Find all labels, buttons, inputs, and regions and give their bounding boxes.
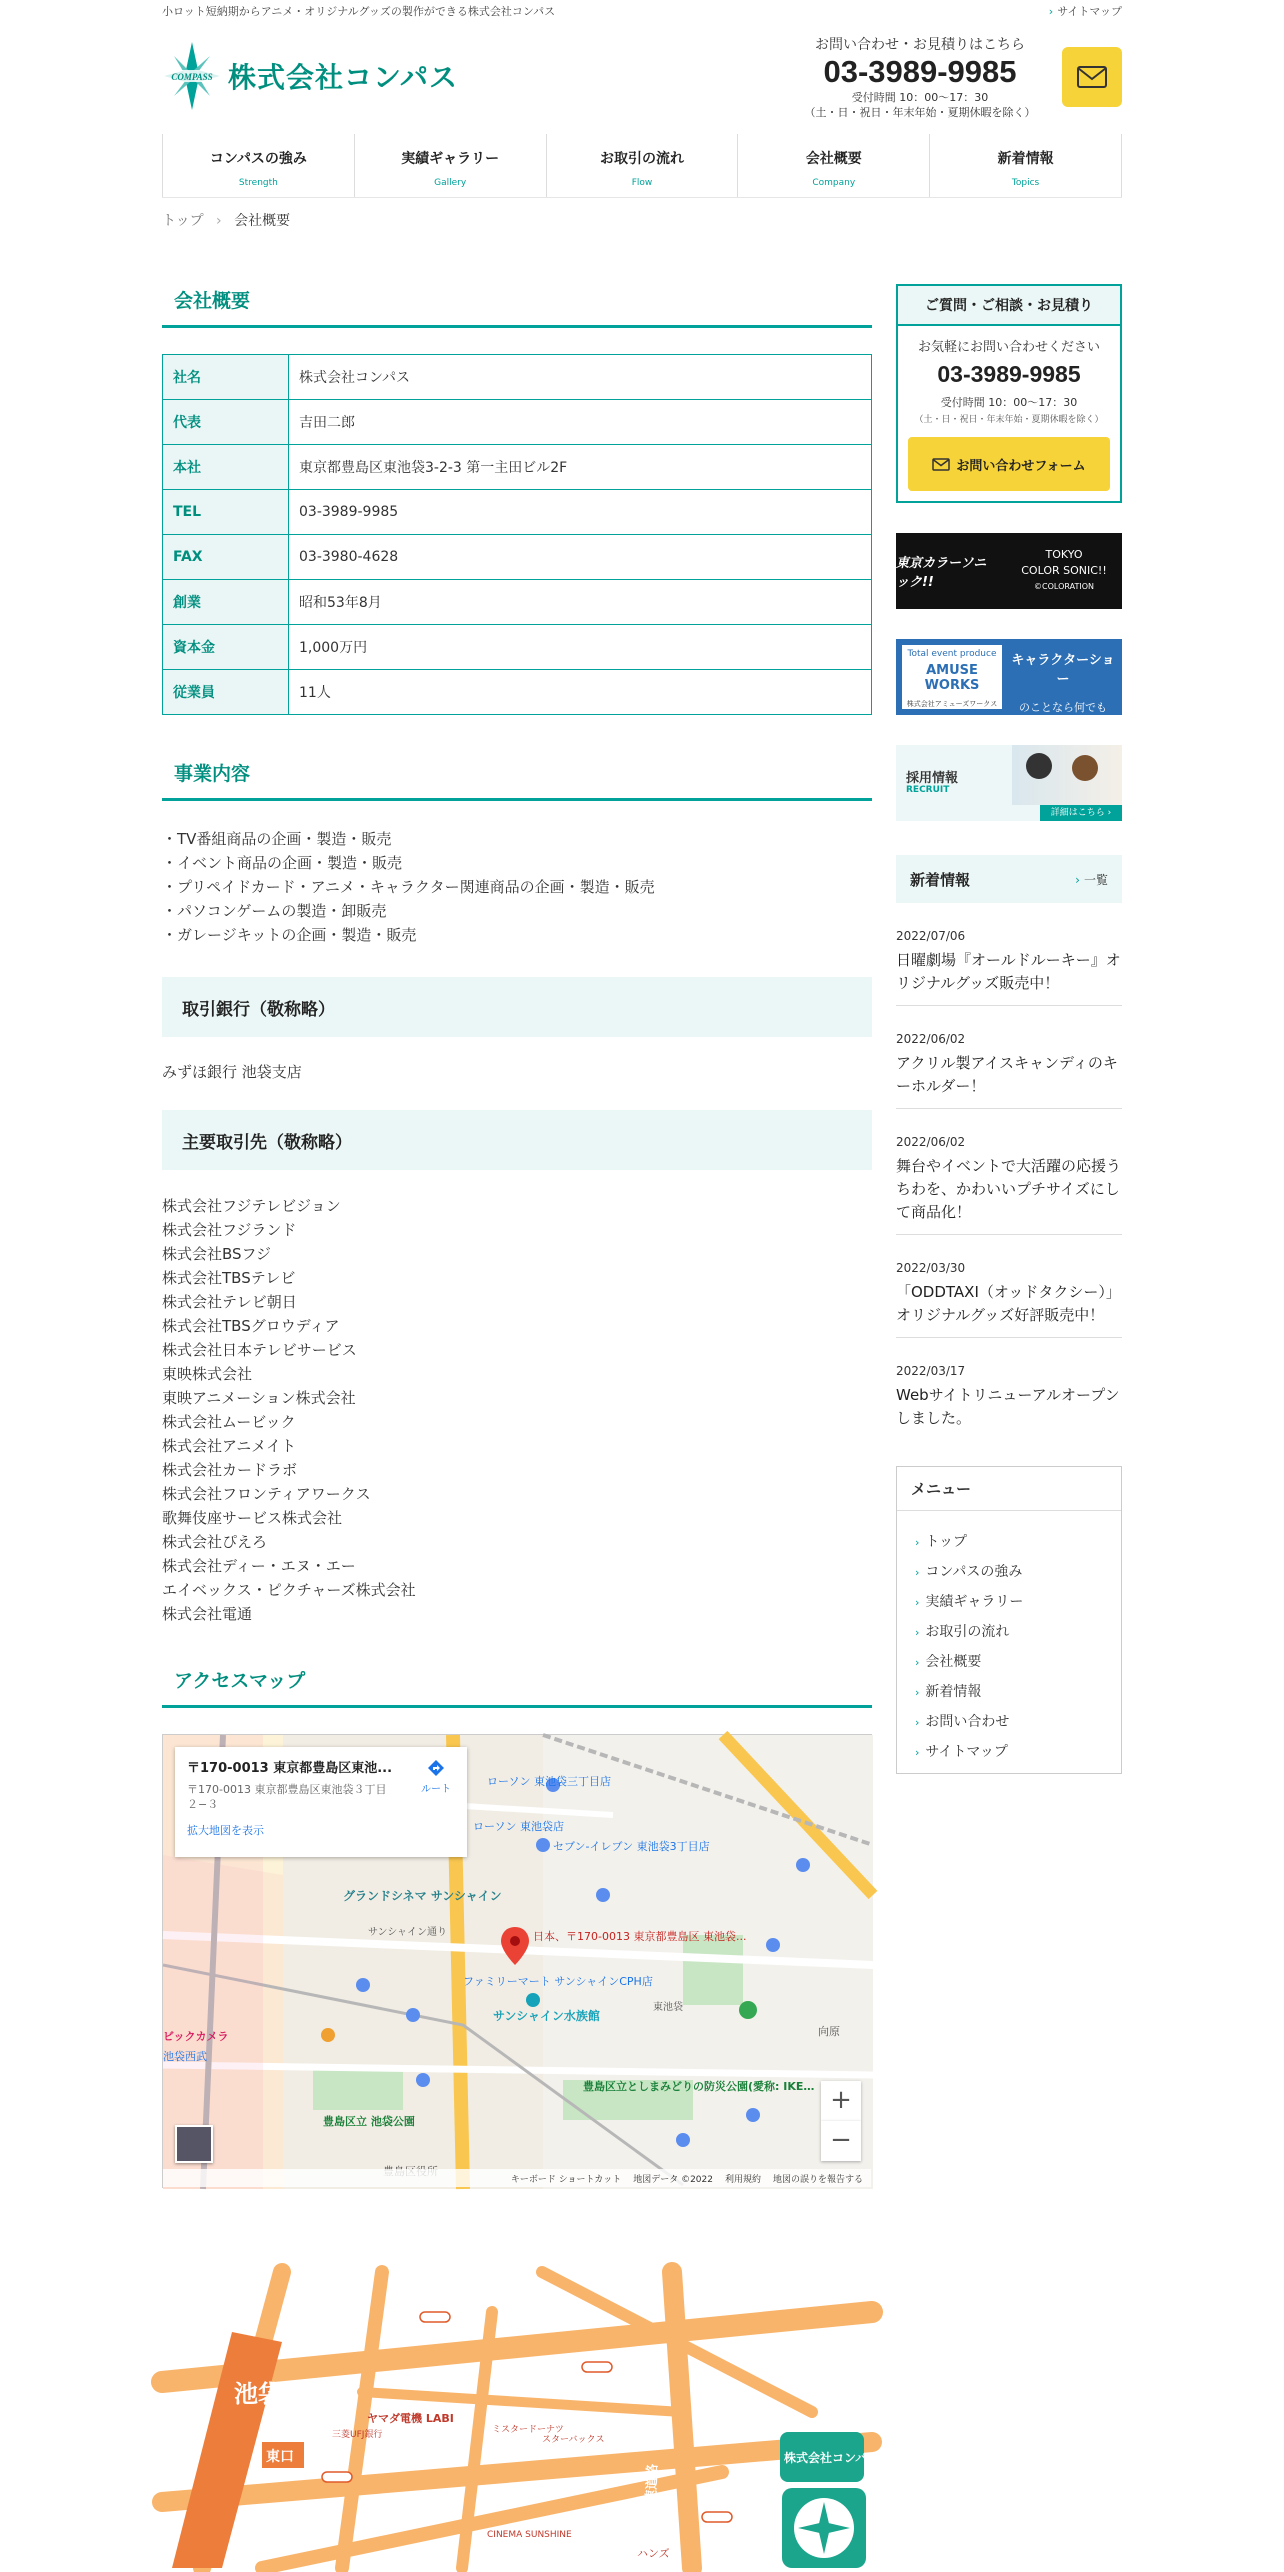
- side-menu-item[interactable]: [915, 1707, 1121, 1737]
- bank-heading: 取引銀行（敬称略）: [162, 977, 872, 1037]
- row-key: 従業員: [163, 670, 289, 715]
- nav-gallery[interactable]: [354, 134, 546, 197]
- recruit-photo: [1012, 745, 1122, 805]
- list-item: 株式会社TBSテレビ: [162, 1269, 296, 1287]
- svg-text:サンシャイン水族館: サンシャイン水族館: [493, 2009, 600, 2023]
- row-key: 創業: [163, 580, 289, 625]
- banner-logo: Total event produce AMUSE WORKS 株式会社アミューズワークス: [902, 645, 1002, 709]
- map-shortcuts[interactable]: キーボード ショートカット: [510, 2174, 622, 2185]
- map-info-card: [175, 1747, 467, 1857]
- side-menu-item[interactable]: [915, 1617, 1121, 1647]
- svg-text:スターバックス: スターバックス: [542, 2435, 605, 2445]
- nav-sublabel: Strength: [238, 178, 278, 188]
- company-heading: 会社概要: [162, 286, 872, 328]
- news-item[interactable]: [896, 903, 1122, 1006]
- row-value: 03-3980-4628: [289, 535, 872, 580]
- side-menu-item[interactable]: [915, 1677, 1121, 1707]
- side-menu-title: メニュー: [897, 1467, 1121, 1511]
- row-key: 資本金: [163, 625, 289, 670]
- map-route-button[interactable]: [421, 1759, 451, 1795]
- list-item: ・プリペイドカード・アニメ・キャラクター関連商品の企画・製造・販売: [162, 878, 655, 896]
- svg-text:豊島区立 池袋公園: 豊島区立 池袋公園: [323, 2115, 415, 2128]
- svg-text:ビックカメラ: ビックカメラ: [163, 2030, 229, 2043]
- illustrated-access-map: [162, 2272, 880, 2568]
- nav-sublabel: Gallery: [434, 178, 467, 188]
- news-item[interactable]: [896, 1109, 1122, 1235]
- side-menu-item[interactable]: [915, 1587, 1121, 1617]
- google-map[interactable]: [162, 1734, 872, 2188]
- map-terms[interactable]: 利用規約: [724, 2174, 761, 2185]
- nav-label: 新着情報: [997, 151, 1054, 167]
- banner-amuse-works[interactable]: [896, 639, 1122, 730]
- contact-form-button[interactable]: [908, 437, 1110, 491]
- list-item: 歌舞伎座サービス株式会社: [162, 1509, 343, 1527]
- sitemap-link[interactable]: [1049, 3, 1122, 19]
- svg-text:三菱UFJ銀行: 三菱UFJ銀行: [332, 2430, 383, 2440]
- news-date: 2022/07/06: [896, 929, 966, 943]
- row-key: FAX: [163, 535, 289, 580]
- row-value: 11人: [289, 670, 872, 715]
- svg-text:グランドシネマ サンシャイン: グランドシネマ サンシャイン: [343, 1889, 502, 1903]
- mail-icon: [1077, 66, 1107, 88]
- side-contact-heading: ご質問・ご相談・お見積り: [898, 286, 1120, 326]
- news-title-text: アクリル製アイスキャンディのキーホルダー！: [896, 1054, 1118, 1095]
- logo-text: 株式会社コンパス: [228, 61, 459, 94]
- svg-text:豊島区立としまみどりの防災公園(愛称: IKE…: 豊島区立としまみどりの防災公園(愛称: IKE…: [583, 2080, 815, 2093]
- recruit-detail-link: 詳細はこちら ›: [1040, 805, 1122, 821]
- side-menu-list: [897, 1511, 1121, 1773]
- breadcrumb-home[interactable]: トップ: [162, 213, 204, 229]
- recruit-title: 採用情報: [906, 771, 959, 786]
- banner-subtitle: TOKYO COLOR SONIC!! ©COLORATION: [1021, 548, 1107, 591]
- side-menu-item[interactable]: [915, 1647, 1121, 1677]
- list-item: 株式会社アニメイト: [162, 1437, 296, 1455]
- route-label: ルート: [421, 1784, 451, 1795]
- list-item: 株式会社フジテレビジョン: [162, 1197, 341, 1215]
- directions-icon: [427, 1759, 445, 1777]
- table-row: [163, 355, 872, 400]
- row-value: 東京都豊島区東池袋3-2-3 第一主田ビル2F: [289, 445, 872, 490]
- row-key: TEL: [163, 490, 289, 535]
- chevron-right-icon: ›: [1075, 872, 1080, 887]
- side-menu-label[interactable]: 実績ギャラリー: [925, 1594, 1024, 1610]
- map-enlarge-link[interactable]: 拡大地図を表示: [187, 1824, 264, 1837]
- news-item[interactable]: [896, 1338, 1122, 1440]
- table-row: [163, 445, 872, 490]
- list-item: エイベックス・ピクチャーズ株式会社: [162, 1581, 416, 1599]
- sidebar: [896, 284, 1122, 1774]
- side-contact-lead: お気軽にお問い合わせください: [917, 340, 1100, 355]
- mail-button[interactable]: [1062, 47, 1122, 107]
- contact-label: お問い合わせ・お見積りはこちら: [815, 37, 1025, 53]
- map-footer: [163, 2169, 871, 2187]
- side-menu-item[interactable]: [915, 1527, 1121, 1557]
- chevron-right-icon: ›: [216, 213, 222, 229]
- business-hours: 受付時間 10：00～17：30: [851, 91, 989, 104]
- zoom-out-button[interactable]: −: [821, 2121, 861, 2161]
- bank-value: みずほ銀行 池袋支店: [162, 1063, 302, 1081]
- side-menu-label[interactable]: お取引の流れ: [925, 1624, 1010, 1640]
- svg-text:東口: 東口: [266, 2449, 294, 2465]
- side-hours-note: （土・日・祝日・年末年始・夏期休暇を除く）: [914, 415, 1104, 425]
- nav-strength[interactable]: [162, 134, 354, 197]
- chevron-right-icon: ›: [1048, 5, 1054, 18]
- svg-text:ヤマダ電機 LABI: ヤマダ電機 LABI: [367, 2412, 454, 2425]
- list-item: ・イベント商品の企画・製造・販売: [162, 854, 403, 872]
- nav-topics[interactable]: [929, 134, 1122, 197]
- banner-text: キャラクターショー のことなら何でも お任せください！: [1011, 653, 1115, 730]
- side-menu-item[interactable]: [915, 1557, 1121, 1587]
- breadcrumb-current: 会社概要: [234, 213, 291, 229]
- map-data-credit: 地図データ ©2022: [633, 2174, 713, 2185]
- svg-text:ローソン 東池袋三丁目店: ローソン 東池袋三丁目店: [487, 1775, 612, 1788]
- list-item: ・パソコンゲームの製造・卸販売: [162, 902, 387, 920]
- table-row: [163, 670, 872, 715]
- list-item: 株式会社TBSグロウディア: [162, 1317, 340, 1335]
- business-heading: 事業内容: [162, 759, 872, 801]
- clients-list: [162, 1194, 872, 1626]
- recruit-sub: RECRUIT: [906, 785, 950, 795]
- nav-sublabel: Topics: [1011, 178, 1040, 188]
- svg-text:日本、〒170-0013 東京都豊島区 東池袋...: 日本、〒170-0013 東京都豊島区 東池袋...: [533, 1930, 747, 1943]
- side-menu-label[interactable]: 新着情報: [925, 1684, 982, 1700]
- list-item: 株式会社テレビ朝日: [162, 1293, 297, 1311]
- svg-text:株式会社コンパス: 株式会社コンパス: [784, 2451, 880, 2465]
- banner-color-sonic[interactable]: [896, 533, 1122, 609]
- compass-office-marker: [780, 2432, 879, 2568]
- row-value: 吉田二郎: [289, 400, 872, 445]
- svg-text:サンシャイン通り: サンシャイン通り: [368, 1927, 448, 1938]
- banner-recruit[interactable]: [896, 745, 1122, 821]
- list-item: 株式会社電通: [162, 1605, 253, 1623]
- row-value: 昭和53年8月: [289, 580, 872, 625]
- side-menu-label[interactable]: サイトマップ: [925, 1744, 1008, 1760]
- svg-text:ローソン 東池袋店: ローソン 東池袋店: [473, 1820, 565, 1833]
- side-menu-label[interactable]: コンパスの強み: [925, 1564, 1023, 1580]
- sitemap-label: サイトマップ: [1057, 5, 1122, 18]
- contact-form-label: お問い合わせフォーム: [956, 458, 1086, 474]
- mail-icon: [932, 458, 950, 471]
- news-date: 2022/06/02: [896, 1032, 966, 1046]
- news-item[interactable]: [896, 1006, 1122, 1109]
- row-value: 株式会社コンパス: [289, 355, 872, 400]
- map-report[interactable]: 地図の誤りを報告する: [772, 2174, 863, 2185]
- company-table: [162, 354, 872, 715]
- list-item: 株式会社BSフジ: [162, 1245, 271, 1263]
- news-date: 2022/03/30: [896, 1261, 966, 1275]
- list-item: 株式会社フジランド: [162, 1221, 297, 1239]
- news-more-label: 一覧: [1083, 872, 1108, 887]
- svg-text:池袋西武: 池袋西武: [163, 2050, 207, 2063]
- side-menu: [896, 1466, 1122, 1774]
- nav-label: お取引の流れ: [599, 151, 684, 167]
- svg-text:首都高速道路: 首都高速道路: [643, 2463, 661, 2543]
- side-menu-label[interactable]: 会社概要: [925, 1654, 982, 1670]
- nav-sublabel: Flow: [631, 178, 653, 188]
- side-menu-label[interactable]: トップ: [925, 1534, 967, 1550]
- list-item: 株式会社ディー・エヌ・エー: [162, 1557, 356, 1575]
- chevron-right-icon: ›: [915, 1746, 920, 1759]
- banner-title: 東京カラーソニック!!: [896, 556, 987, 590]
- chevron-right-icon: ›: [915, 1656, 920, 1669]
- map-thumbnail-toggle[interactable]: [175, 2125, 213, 2163]
- row-key: 代表: [163, 400, 289, 445]
- chevron-right-icon: ›: [915, 1596, 920, 1609]
- list-item: 東映アニメーション株式会社: [162, 1389, 356, 1407]
- nav-label: 実績ギャラリー: [401, 151, 500, 167]
- list-item: 株式会社日本テレビサービス: [162, 1341, 357, 1359]
- svg-text:ミスタードーナツ: ミスタードーナツ: [492, 2425, 564, 2435]
- map-address: 〒170-0013 東京都豊島区東池袋３丁目２−３: [187, 1783, 387, 1811]
- svg-text:ファミリーマート サンシャインCPH店: ファミリーマート サンシャインCPH店: [463, 1975, 653, 1988]
- row-value: 03-3989-9985: [289, 490, 872, 535]
- side-contact-box: [896, 284, 1122, 503]
- news-date: 2022/03/17: [896, 1364, 966, 1378]
- top-bar: [162, 0, 1122, 22]
- news-more-link[interactable]: [1075, 871, 1108, 888]
- chevron-right-icon: ›: [915, 1716, 920, 1729]
- side-phone[interactable]: 03-3989-9985: [937, 361, 1081, 387]
- svg-text:池袋駅: 池袋駅: [234, 2380, 306, 2408]
- row-key: 本社: [163, 445, 289, 490]
- table-row: [163, 535, 872, 580]
- chevron-right-icon: ›: [915, 1626, 920, 1639]
- svg-text:CINEMA SUNSHINE: CINEMA SUNSHINE: [487, 2530, 572, 2540]
- news-date: 2022/06/02: [896, 1135, 966, 1149]
- news-list: [896, 903, 1122, 1440]
- list-item: 株式会社カードラボ: [162, 1461, 298, 1479]
- nav-label: 会社概要: [805, 151, 862, 167]
- main-content: [162, 286, 872, 2188]
- news-title-text: 日曜劇場『オールドルーキー』オリジナルグッズ販売中！: [896, 951, 1121, 992]
- list-item: 株式会社ぴえろ: [162, 1533, 268, 1551]
- nav-company[interactable]: [737, 134, 929, 197]
- svg-text:セブン-イレブン 東池袋3丁目店: セブン-イレブン 東池袋3丁目店: [553, 1840, 710, 1853]
- global-nav: [162, 134, 1122, 198]
- table-row: [163, 400, 872, 445]
- zoom-in-button[interactable]: +: [821, 2081, 861, 2121]
- row-value: 1,000万円: [289, 625, 872, 670]
- header-contact: [800, 34, 1040, 120]
- site-logo[interactable]: [162, 40, 458, 112]
- list-item: 株式会社フロンティアワークス: [162, 1485, 371, 1503]
- access-heading: アクセスマップ: [162, 1666, 872, 1708]
- svg-text:COMPASS: COMPASS: [171, 72, 213, 82]
- row-key: 社名: [163, 355, 289, 400]
- table-row: [163, 625, 872, 670]
- svg-text:向原: 向原: [818, 2025, 840, 2038]
- table-row: [163, 580, 872, 625]
- news-title-text: 「ODDTAXI（オッドタクシー）」オリジナルグッズ好評販売中！: [896, 1283, 1121, 1324]
- chevron-right-icon: ›: [915, 1686, 920, 1699]
- nav-sublabel: Company: [812, 178, 856, 188]
- svg-text:東池袋: 東池袋: [653, 2002, 683, 2013]
- map-title: 〒170-0013 東京都豊島区東池...: [187, 1761, 393, 1776]
- breadcrumb: [162, 210, 290, 230]
- svg-text:サンシャイン60通り: サンシャイン60通り: [482, 2547, 583, 2560]
- list-item: 株式会社ムービック: [162, 1413, 296, 1431]
- news-item[interactable]: [896, 1235, 1122, 1338]
- list-item: ・TV番組商品の企画・製造・販売: [162, 830, 392, 848]
- side-menu-label[interactable]: お問い合わせ: [925, 1714, 1010, 1730]
- tagline: 小ロット短納期からアニメ・オリジナルグッズの製作ができる株式会社コンパス: [162, 5, 556, 18]
- svg-text:ハンズ: ハンズ: [637, 2547, 670, 2560]
- business-hours-note: （土・日・祝日・年末年始・夏期休暇を除く）: [804, 106, 1036, 119]
- chevron-right-icon: ›: [915, 1536, 920, 1549]
- list-item: ・ガレージキットの企画・製造・販売: [162, 926, 417, 944]
- news-header: [896, 855, 1122, 903]
- chevron-right-icon: ›: [915, 1566, 920, 1579]
- list-item: 東映株式会社: [162, 1365, 253, 1383]
- business-list: [162, 827, 872, 947]
- header-phone[interactable]: 03-3989-9985: [823, 54, 1017, 89]
- table-row: [163, 490, 872, 535]
- nav-flow[interactable]: [546, 134, 738, 197]
- side-hours: 受付時間 10：00～17：30: [940, 396, 1078, 409]
- compass-logo-icon: [162, 40, 222, 112]
- nav-label: コンパスの強み: [209, 151, 307, 167]
- clients-heading: 主要取引先（敬称略）: [162, 1110, 872, 1170]
- side-menu-item[interactable]: [915, 1737, 1121, 1767]
- news-title-text: Webサイトリニューアルオープンしました。: [896, 1386, 1120, 1427]
- news-title-text: 舞台やイベントで大活躍の応援うちわを、かわいいプチサイズにして商品化！: [896, 1157, 1122, 1221]
- news-title: 新着情報: [910, 870, 971, 889]
